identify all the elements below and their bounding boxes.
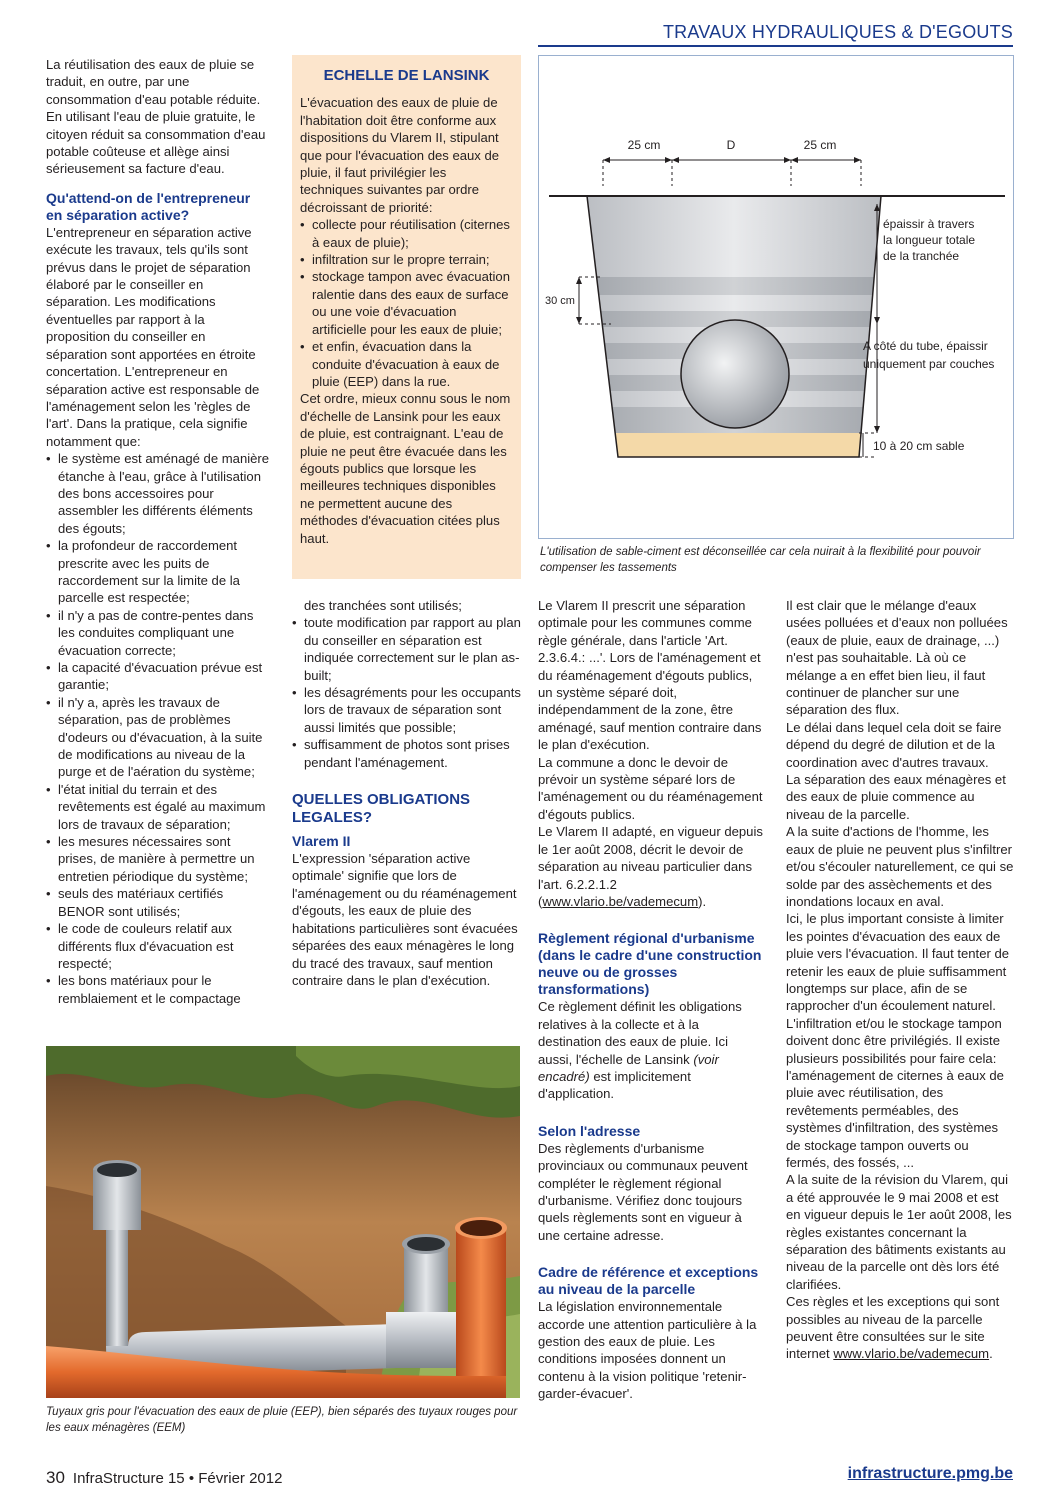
priority-list (300, 216, 513, 390)
intro-paragraph: La réutilisation des eaux de pluie se traduit, en outre, par une consommation d'eau potable réduite. En utilisant l'eau de pluie gratuite, le citoyen réduit sa consommation d'eau potable coûteuse et allège ainsi sérieusement sa facture d'eau. (46, 57, 266, 177)
list-item: • les bons matériaux pour le remblaiement et le compactage (46, 972, 270, 1007)
trench-diagram (538, 55, 1014, 539)
column-3 (538, 597, 764, 1403)
photo-caption: Tuyaux gris pour l'évacuation des eaux de pluie (EEP), bien séparés des tuyaux rouges pour les eaux ménagères (EEM) (46, 1406, 518, 1434)
dim-diameter-label: D (726, 138, 736, 152)
contractor-paragraph: L'entrepreneur en séparation active exécute les travaux, tels qu'ils sont prévus dans le projet de séparation élaboré par le conseiller en séparation. Les modifications éventuelles par rapport à la proposition du conseiller en séparation sont apportées en étroite concertation. L'entrepreneur en séparation active est responsable de l'aménagement selon les 'règles de l'art'. Dans la pratique, cela signifie notamment que: (46, 224, 260, 449)
list-item: • seuls des matériaux certifiés BENOR sont utilisés; (46, 885, 270, 920)
regional-rules-heading: Règlement régional d'urbanisme (dans le cadre d'une construction neuve ou de grosses transformations) (538, 930, 762, 998)
sidebar-outro: Cet ordre, mieux connu sous le nom d'échelle de Lansink pour les eaux de pluie, est contraignant. L'eau de pluie ne peut être évacuée dans les égouts publics que lorsque les meilleures techniques disponibles ne permettent aucune des méthodes d'évacuation citées plus haut. (300, 391, 511, 546)
col4-paragraph-5: Ici, le plus important consiste à limiter les pointes d'évacuation des eaux de pluie vers l'évacuation. Il faut tenter de retenir les eaux de pluie suffisamment longtemps sur place, afin de se rapprocher d'un écoulement naturel. (786, 911, 1010, 1014)
vlarem-subheading: Vlarem II (292, 833, 351, 850)
footer-issue (46, 1468, 282, 1488)
section-title: TRAVAUX HYDRAULIQUES & D'EGOUTS (662, 22, 1013, 42)
col4-paragraph-2: Le délai dans lequel cela doit se faire dépend du degré de dilution et de la coordination avec d'autres travaux. (786, 719, 1002, 770)
list-item: • toute modification par rapport au plan du conseiller en séparation est indiquée correctement sur le plan as-built; (292, 614, 521, 684)
dim-right-label: 25 cm (803, 138, 837, 152)
parcel-heading: Cadre de référence et exceptions au niveau de la parcelle (538, 1264, 759, 1298)
col4-paragraph-3: La séparation des eaux ménagères et des eaux de pluie commence au niveau de la parcelle. (786, 772, 1006, 822)
vlario-link[interactable]: www.vlario.be/vademecum (833, 1346, 990, 1362)
list-item: • il n'y a, après les travaux de séparation, pas de problèmes d'odeurs ou d'évacuation, à la suite de modifications au niveau de la purge et de l'aération du système; (46, 694, 270, 781)
list-item: • la profondeur de raccordement prescrite avec les puits de raccordement sur la limite de la parcelle est respectée; (46, 537, 270, 607)
requirements-list-cont (292, 614, 521, 771)
parcel-paragraph: La législation environnementale accorde une attention particulière à la gestion des eaux de pluie. Les conditions imposées donnent un contenu à la vision politique 'retenir-garder-évacuer'. (538, 1299, 757, 1402)
list-item: • les désagréments pour les occupants lors de travaux de séparation sont aussi limités que possible; (292, 684, 521, 736)
diagram-caption: L'utilisation de sable-ciment est déconseillée car cela nuirait à la flexibilité pour pouvoir compenser les tassements (540, 546, 981, 574)
column-2 (292, 597, 521, 989)
vlarem-paragraph-2: La commune a donc le devoir de prévoir un système séparé lors de l'aménagement ou du réaménagement d'égouts publics. (538, 754, 763, 822)
contractor-heading: Qu'attend-on de l'entrepreneur en séparation active? (46, 189, 251, 223)
list-continuation: des tranchées sont utilisés; (304, 598, 462, 613)
regional-rules-paragraph: Ce règlement définit les obligations relatives à la collecte et à la destination des eaux de pluie. Ici aussi, l'échelle de Lansink (voir encadré) est implicitement d'application. (538, 999, 742, 1102)
issue-label: InfraStructure 15 • Février 2012 (72, 1470, 283, 1487)
requirements-list (46, 450, 270, 1007)
pipes-photo-svg (46, 1046, 520, 1398)
column-4 (786, 597, 1014, 1363)
note-bottom: 10 à 20 cm sable (873, 439, 965, 453)
dim-30cm-label: 30 cm (545, 295, 575, 307)
column-1 (46, 56, 270, 1007)
address-paragraph: Des règlements d'urbanisme provinciaux ou communaux peuvent compléter le règlement régional d'urbanisme. Vérifiez donc toujours quels règlements sont en vigueur à une certaine adresse. (538, 1140, 748, 1243)
vlarem-paragraph: L'expression 'séparation active optimale' signifie que lors de l'aménagement ou du réaménagement d'égouts, les eaux de pluie des habitations particulières sont évacuées séparées des eaux ménagères le long du tracé des travaux, sauf mention contraire dans le plan d'exécution. (292, 851, 518, 988)
list-item: • la capacité d'évacuation prévue est garantie; (46, 659, 270, 694)
note-middle: A côté du tube, épaissir uniquement par couches (863, 339, 995, 371)
page-number: 30 (46, 1468, 65, 1487)
col4-paragraph-1: Il est clair que le mélange d'eaux usées polluées et d'eaux non polluées (eaux de pluie, eaux de drainage, ...) n'est pas souhaitable. Là où ce mélange a en effet bien lieu, il faut continuer de plancher sur une séparation des flux. (786, 598, 1008, 718)
list-item: • infiltration sur le propre terrain; (300, 251, 513, 268)
vlario-link[interactable]: www.vlario.be/vademecum (542, 893, 699, 909)
list-item: • l'état initial du terrain et des revêtements est égalé au maximum lors de travaux de séparation; (46, 781, 270, 833)
col4-paragraph-7: A la suite de la révision du Vlarem, qui a été approuvée le 9 mai 2008 et est en vigueur depuis le 1er août 2008, les règles existantes concernant la séparation des bâtiments existants au niveau de la parcelle ont dès lors été clarifiées. (786, 1172, 1012, 1292)
address-heading: Selon l'adresse (538, 1122, 641, 1139)
list-item: • suffisamment de photos sont prises pendant l'aménagement. (292, 736, 521, 771)
list-item: • stockage tampon avec évacuation ralentie dans des eaux de surface ou une voie d'évacuation artificielle pour les eaux de pluie; (300, 268, 513, 338)
trench-diagram-svg (539, 56, 1015, 540)
lansink-sidebar (292, 55, 521, 579)
header-rule (538, 45, 1013, 47)
dim-left-label: 25 cm (627, 138, 661, 152)
list-item: • les mesures nécessaires sont prises, de manière à permettre un entretien périodique du système; (46, 833, 270, 885)
vlarem-paragraph-1: Le Vlarem II prescrit une séparation optimale pour les communes comme règle générale, dans l'article 'Art. 2.3.6.4.: ...'. Lors de l'aménagement et du réaménagement d'égouts publics, un système séparé doit, indépendamment de la zone, être aménagé, sauf mention contraire dans le plan d'exécution. (538, 598, 762, 753)
sidebar-title: ECHELLE DE LANSINK (323, 67, 490, 84)
pipe (681, 320, 789, 428)
pipes-photo (46, 1046, 520, 1398)
site-link[interactable]: infrastructure.pmg.be (847, 1465, 1013, 1482)
col4-paragraph-4: A la suite d'actions de l'homme, les eaux de pluie ne peuvent plus s'infiltrer et/ou s'écouler naturellement, ce qui se solde par des assèchements et des inondations locaux en aval. (786, 824, 1014, 909)
list-item: • le code de couleurs relatif aux différents flux d'évacuation est respecté; (46, 920, 270, 972)
legal-obligations-heading: QUELLES OBLIGATIONS LEGALES? (292, 791, 471, 827)
list-item: • le système est aménagé de manière étanche à l'eau, grâce à l'utilisation des bons accessoires pour assembler les différents éléments des égouts; (46, 450, 270, 537)
list-item: • et enfin, évacuation dans la conduite d'évacuation à eaux de pluie (EEP) dans la rue. (300, 338, 513, 390)
col4-paragraph-6: L'infiltration et/ou le stockage tampon doivent donc être privilégiés. Il existe plusieurs possibilités pour faire cela: l'aménagement de citernes à eaux de pluie avec réutilisation, des revêtements perméables, des systèmes d'infiltration, des systèmes de stockage tampon ouverts ou fermés, des fossés, ... (786, 1015, 1004, 1170)
list-item: • collecte pour réutilisation (citernes à eaux de pluie); (300, 216, 513, 251)
note-top: épaissir à travers la longueur totale de la tranchée (883, 217, 976, 263)
vlarem-paragraph-3: Le Vlarem II adapté, en vigueur depuis le 1er août 2008, décrit le devoir de séparation au niveau particulier dans l'art. 6.2.2.1.2 (www.vlario.be/vademecum). (538, 824, 763, 909)
col4-paragraph-8: Ces règles et les exceptions qui sont possibles au niveau de la parcelle peuvent être consultées sur le site internet www.vlario.be/vademecum. (786, 1294, 1000, 1362)
list-item: • il n'y a pas de contre-pentes dans les conduites compliquant une évacuation correcte; (46, 607, 270, 659)
sidebar-intro: L'évacuation des eaux de pluie de l'habitation doit être conforme aux dispositions du Vlarem II, stipulant que pour l'évacuation des eaux de pluie, il faut privilégier les techniques suivantes par ordre décroissant de priorité: (300, 95, 500, 215)
